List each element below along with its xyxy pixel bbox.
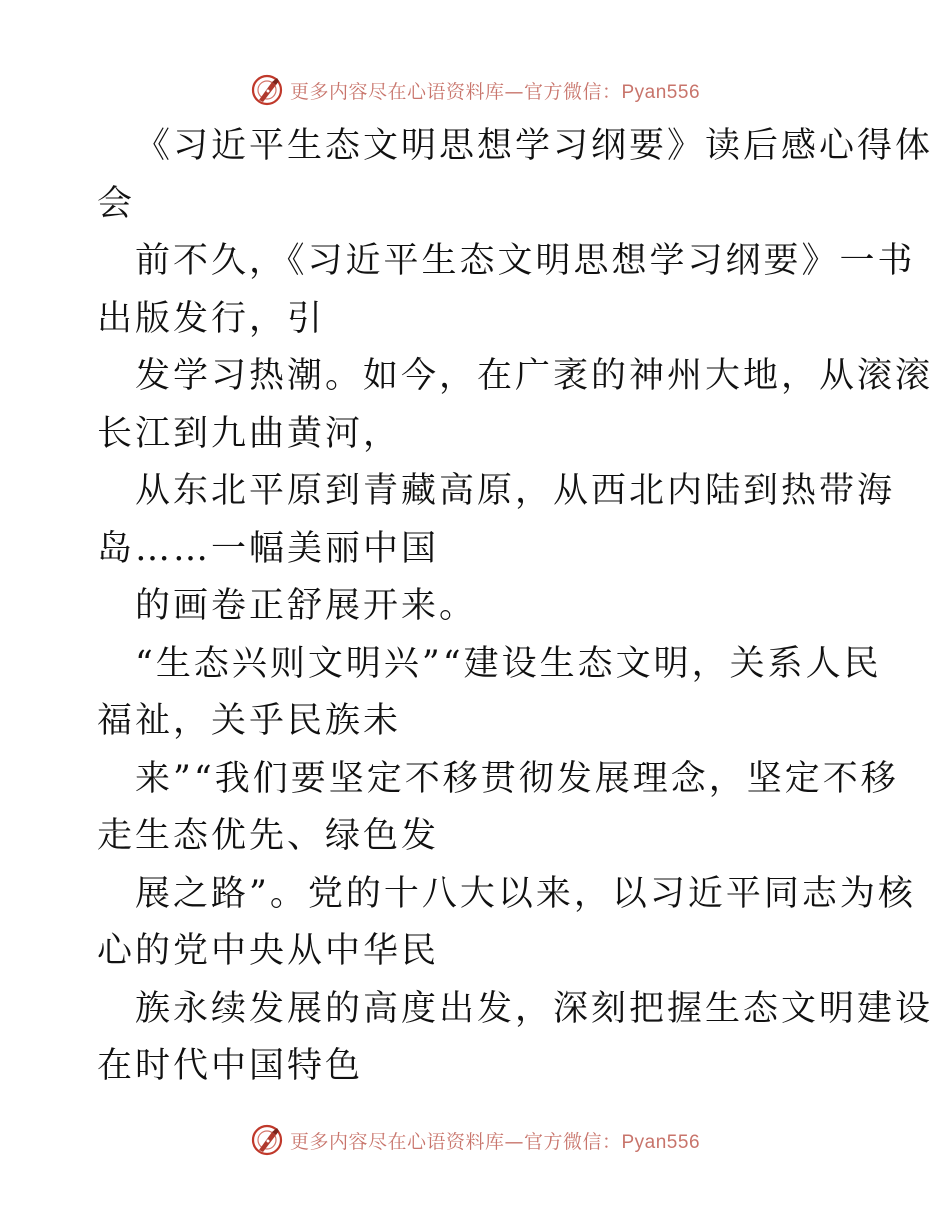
header-banner-main-text: 更多内容尽在心语资料库 [289, 80, 505, 103]
document-line: 在时代中国特色 [97, 1046, 364, 1086]
footer-banner-wechat-id: Pyan556 [621, 1131, 701, 1153]
document-line: 《习近平生态文明思想学习纲要》读后感心得体 [135, 126, 934, 166]
footer-banner-main-text: 更多内容尽在心语资料库 [289, 1130, 505, 1153]
footer-banner-text [290, 1127, 700, 1154]
document-line: 走生态优先、绿色发 [97, 816, 440, 856]
document-line: 岛……一幅美丽中国 [97, 528, 440, 569]
header-banner-separator: — [504, 80, 524, 103]
document-line: 心的党中央从中华民 [97, 931, 440, 971]
document-line: 长江到九曲黄河， [97, 413, 402, 454]
document-line: 的画卷正舒展开来。 [135, 586, 478, 626]
document-line: 展之路”。党的十八大以来，以习近平同志为核 [135, 873, 916, 914]
header-banner-text [290, 77, 700, 104]
footer-banner-contact-text: 官方微信： [523, 1130, 622, 1153]
pen-nib-seal-icon [250, 73, 284, 107]
document-line: 福祉，关乎民族未 [97, 701, 402, 741]
footer-banner [0, 1120, 950, 1160]
document-body [97, 118, 934, 1096]
document-line: 前不久，《习近平生态文明思想学习纲要》一书 [135, 241, 916, 281]
document-line: “生态兴则文明兴”“建设生态文明，关系人民 [135, 643, 882, 684]
document-line: 发学习热潮。如今，在广袤的神州大地，从滚滚 [135, 356, 934, 396]
footer-banner-separator: — [504, 1130, 524, 1153]
document-line: 出版发行，引 [97, 298, 326, 339]
header-banner-contact-text: 官方微信： [523, 80, 622, 103]
header-banner-wechat-id: Pyan556 [621, 81, 701, 103]
document-line: 从东北平原到青藏高原，从西北内陆到热带海 [135, 471, 896, 511]
document-line: 来”“我们要坚定不移贯彻发展理念，坚定不移 [135, 758, 899, 799]
document-line: 族永续发展的高度出发，深刻把握生态文明建设 [135, 988, 934, 1029]
document-line: 会 [97, 183, 136, 224]
pen-nib-seal-icon [250, 1123, 284, 1157]
header-banner [0, 70, 950, 110]
